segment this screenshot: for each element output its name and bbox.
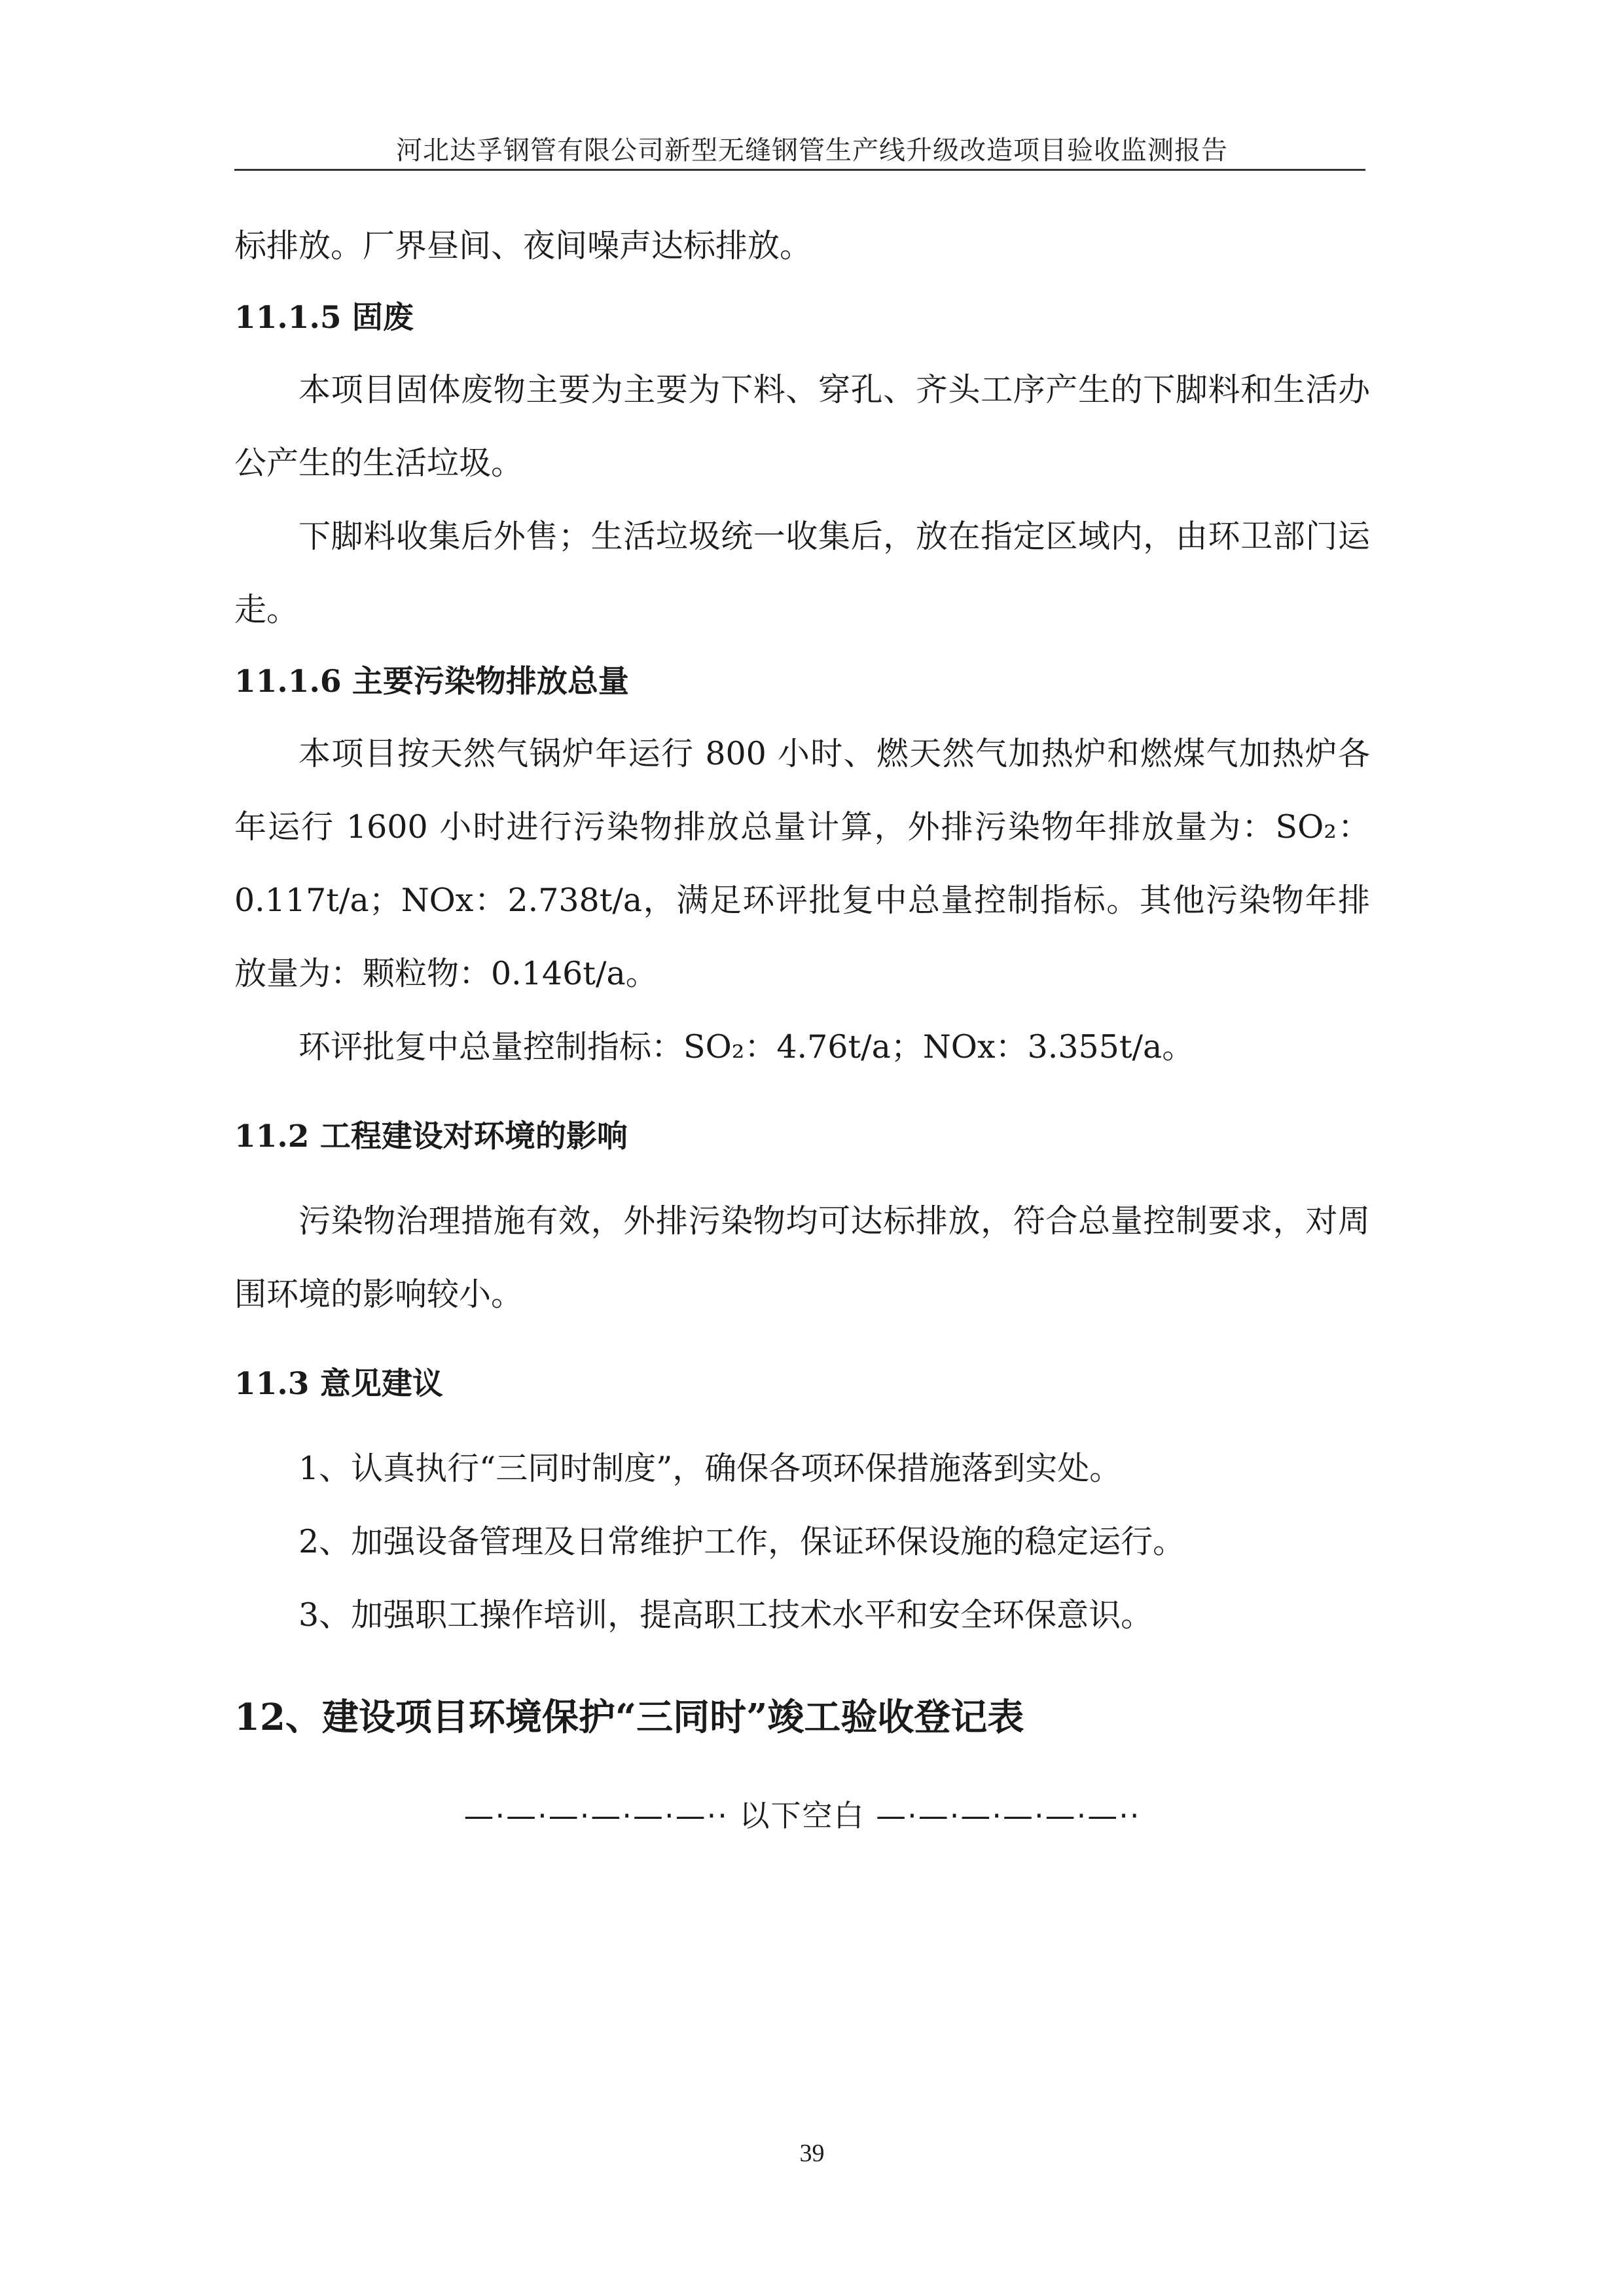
paragraph-total-emissions: 本项目按天然气锅炉年运行 800 小时、燃天然气加热炉和燃煤气加热炉各年运行 1600 小时进行污染物排放总量计算，外排污染物年排放量为：SO₂：0.117t/a；NOx：2.738t/a，满足环评批复中总量控制指标。其他污染物年排放量为：颗粒物：0.146t/a。 [234,735,1370,992]
paragraph-noise-tail: 标排放。厂界昼间、夜间噪声达标排放。 [234,227,812,264]
blank-below-note: —·—·—·—·—·—·· 以下空白 —·—·—·—·—·—·· [463,1798,1141,1833]
paragraph-total-control-index: 环评批复中总量控制指标：SO₂：4.76t/a；NOx：3.355t/a。 [298,1028,1195,1066]
page-number: 39 [799,2140,825,2167]
heading-12: 12、建设项目环境保护“三同时”竣工验收登记表 [234,1696,1024,1739]
header-divider [234,169,1365,171]
heading-11-2: 11.2 工程建设对环境的影响 [234,1119,628,1155]
suggestion-item: 1、认真执行“三同时制度”，确保各项环保措施落到实处。 [298,1450,1122,1487]
body-content [234,209,1370,1855]
paragraph-solid-waste-2: 下脚料收集后外售；生活垃圾统一收集后，放在指定区域内，由环卫部门运走。 [234,518,1370,628]
suggestion-item: 2、加强设备管理及日常维护工作，保证环保设施的稳定运行。 [298,1523,1185,1560]
paragraph-environmental-impact: 污染物治理措施有效，外排污染物均可达标排放，符合总量控制要求，对周围环境的影响较小。 [234,1202,1370,1313]
heading-11-1-6: 11.1.6 主要污染物排放总量 [234,664,629,700]
running-header: 河北达孚钢管有限公司新型无缝钢管生产线升级改造项目验收监测报告 [396,135,1228,166]
paragraph-solid-waste-1: 本项目固体废物主要为主要为下料、穿孔、齐头工序产生的下脚料和生活办公产生的生活垃圾。 [234,371,1370,482]
heading-11-3: 11.3 意见建议 [234,1366,443,1402]
heading-11-1-5: 11.1.5 固废 [234,300,414,336]
suggestion-item: 3、加强职工操作培训，提高职工技术水平和安全环保意识。 [298,1596,1153,1634]
